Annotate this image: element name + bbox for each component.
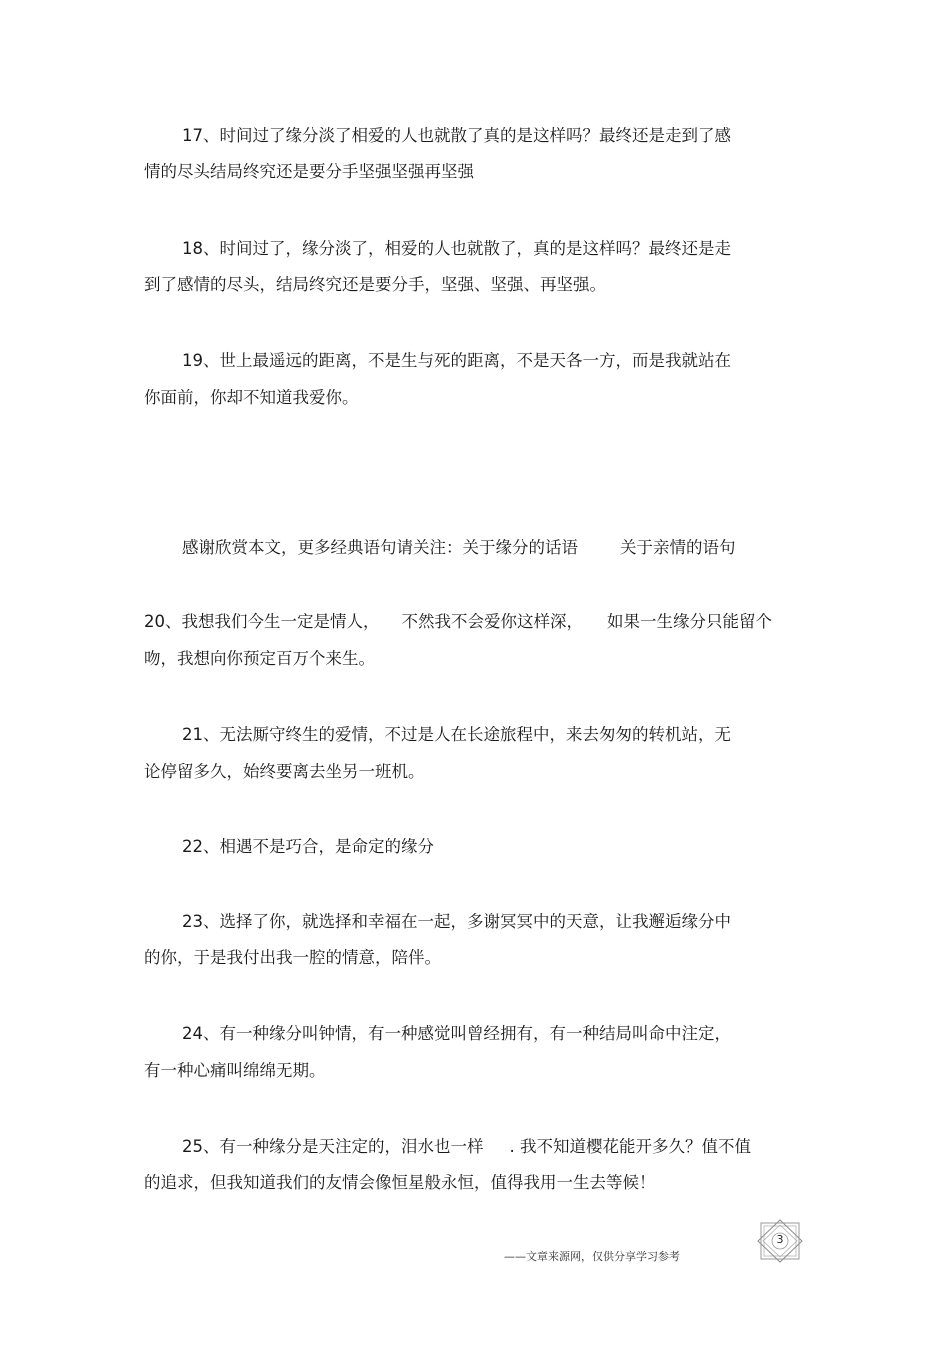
- paragraph-20-line1: [0, 610, 950, 634]
- paragraph-20-line2: 吻，我想向你预定百万个来生。: [144, 649, 375, 668]
- paragraph-21-line2: 论停留多久，始终要离去坐另一班机。: [144, 762, 425, 781]
- paragraph-24-line2: 有一种心痛叫绵绵无期。: [144, 1061, 326, 1080]
- paragraph-20-part2: 不然我不会爱你这样深，: [401, 612, 583, 631]
- footer-source-note: ——文章来源网，仅供分享学习参考: [504, 1250, 680, 1263]
- paragraph-23-line1: 23、选择了你，就选择和幸福在一起，多谢冥冥中的天意，让我邂逅缘分中: [182, 912, 731, 931]
- paragraph-21-line1: 21、无法厮守终生的爱情，不过是人在长途旅程中，来去匆匆的转机站，无: [182, 725, 731, 744]
- promo-line: [0, 536, 950, 560]
- paragraph-25-part1: 25、有一种缘分是天注定的，泪水也一样: [182, 1137, 484, 1156]
- paragraph-17-line2: 情的尽头结局终究还是要分手坚强坚强再坚强: [144, 162, 474, 181]
- paragraph-20-part3: 如果一生缘分只能留个: [607, 612, 772, 631]
- paragraph-18-line2: 到了感情的尽头，结局终究还是要分手，坚强、坚强、再坚强。: [144, 275, 606, 294]
- paragraph-25-part2: . 我不知道樱花能开多久？值不值: [509, 1137, 751, 1156]
- paragraph-25-line1: [0, 1135, 950, 1159]
- paragraph-18-line1: 18、时间过了，缘分淡了，相爱的人也就散了，真的是这样吗？最终还是走: [182, 239, 731, 258]
- paragraph-19-line2: 你面前，你却不知道我爱你。: [144, 388, 359, 407]
- paragraph-17-line1: 17、时间过了缘分淡了相爱的人也就散了真的是这样吗？最终还是走到了感: [182, 126, 731, 145]
- paragraph-23-line2: 的你，于是我付出我一腔的情意，陪伴。: [144, 948, 441, 967]
- page-number: 3: [776, 1233, 784, 1246]
- promo-link-family-quotes[interactable]: 关于亲情的语句: [620, 538, 736, 557]
- paragraph-19-line1: 19、世上最遥远的距离，不是生与死的距离，不是天各一方，而是我就站在: [182, 351, 731, 370]
- paragraph-22-line1: 22、相遇不是巧合，是命定的缘分: [182, 837, 434, 856]
- paragraph-24-line1: 24、有一种缘分叫钟情，有一种感觉叫曾经拥有，有一种结局叫命中注定，: [182, 1024, 731, 1043]
- paragraph-20-part1: 20、我想我们今生一定是情人，: [144, 612, 380, 631]
- promo-text: 感谢欣赏本文，更多经典语句请关注：关于缘分的话语: [182, 538, 578, 557]
- paragraph-25-line2: 的追求，但我知道我们的友情会像恒星般永恒，值得我用一生去等候！: [144, 1173, 656, 1192]
